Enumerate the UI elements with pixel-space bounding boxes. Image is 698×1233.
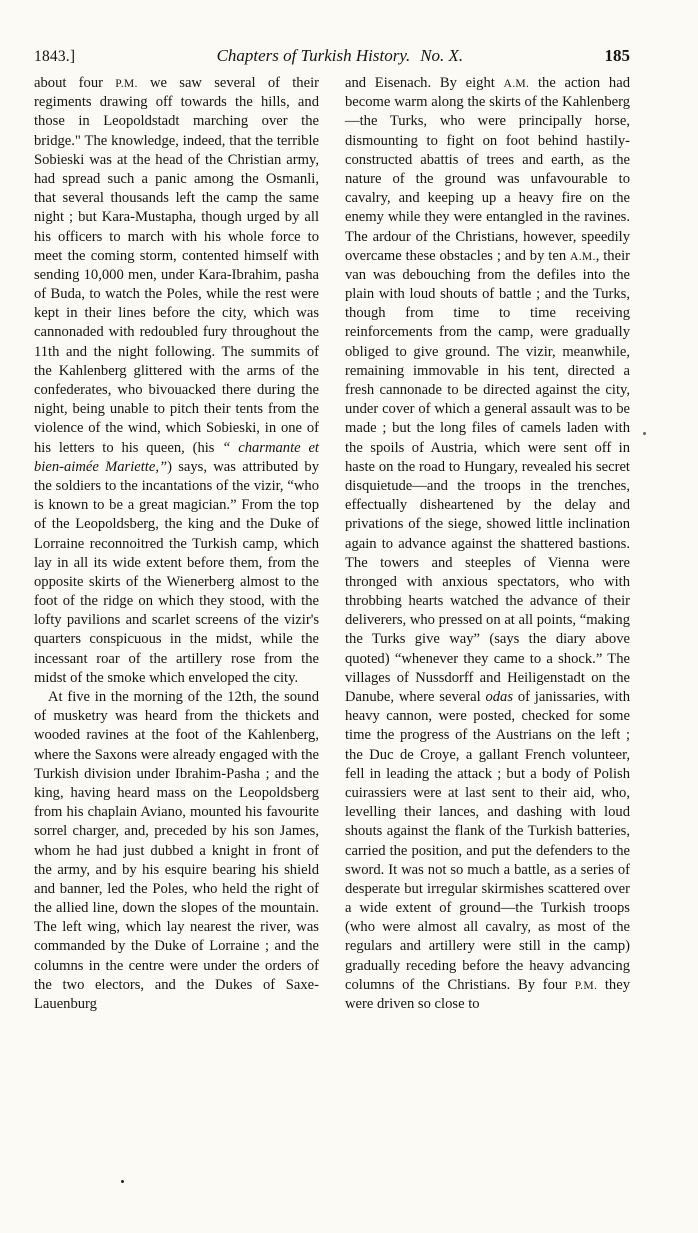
body-text: and Eisenach. By eight <box>345 75 504 91</box>
body-text: of janissaries, with heavy cannon, were posted, checked for some time the progress of the Austrians on the left ; the Duc de Croye, a gallant French volunteer, fell in leading the attack ; but a body of Polish cuirassiers were at last sent to their aid, who, levelling their lances, and dashing with loud shouts against the flank of the Turkish batteries, carried the position, and put the defenders to the sword. It was not so much a battle, as a series of desperate but irregular skirmishes scattered over a wide extent of ground—the Turkish troops (who were almost all cavalry, as most of the regulars and artillery were still in the camp) gradually receding before the heavy advancing columns of the Christians. By four <box>345 689 630 993</box>
margin-speck <box>643 432 646 435</box>
body-text: , their van was debouching from the defiles into the plain with loud shouts of battle ; and the Turks, though from time to time receiving reinforcements from the camp, were gradually obliged to give ground. The vizir, meanwhile, remaining immovable in his tent, directed a fresh cannonade to be directed against the city, under cover of which a general assault was to be made ; but the long files of camels laden with the spoils of Austria, which were sent off in haste on the road to Hungary, revealed his secret disquietude—and the troops in the trenches, effectually disheartened by the delay and privations of the siege, showed little inclination again to advance against the shattered bastions. The towers and steeples of Vienna were thronged with anxious spectators, who with throbbing hearts watched the advance of their deliverers, who pressed on at all points, “making the Turks give way” (says the diary above quoted) “whenever they came to a shock.” The villages of Nussdorff and Heiligenstadt on the Danube, where several <box>345 247 630 705</box>
text-columns <box>34 74 630 1014</box>
body-text: ) says, was attributed by the soldiers to the incantations of the vizir, “who is known to be a great magician.” From the top of the Leopoldsberg, the king and the Duke of Lorraine reconnoitred the Turkish camp, which lay in all its wide extent before them, from the opposite skirts of the Wienerberg almost to the foot of the ridge on which they stood, with the lofty pavilions and scarlet screens of the vizir's quarters conspicuous in the midst, while the incessant roar of the artillery rose from the midst of the smoke which enveloped the city. <box>34 458 319 686</box>
body-text: At five in the morning of the 12th, the sound of musketry was heard from the thickets and wooded ravines at the foot of the Kahlenberg, where the Saxons were already engaged with the Turkish division under Ibrahim-Pasha ; and the king, having heard mass on the Leopoldsberg from his chaplain Aviano, mounted his favourite sorrel charger, and, preceded by his son James, whom he had just dubbed a knight in front of the army, and by his esquire bearing his shield and banner, led the Poles, who held the right of the allied line, down the slopes of the mountain. The left wing, which lay nearest the river, was commanded by the Duke of Lorraine ; and the columns in the centre were under the orders of the two electors, and the Dukes of Saxe-Lauenburg <box>34 689 319 1012</box>
body-text: we saw several of their regiments drawing off towards the hills, and those in Leopoldstadt marching over the bridge." The knowledge, indeed, that the terrible Sobieski was at the head of the Christian army, had spread such a panic among the Osmanli, that several thousands left the camp the same night ; but Kara-Mustapha, though urged by all his officers to march with his whole force to meet the coming storm, contented himself with sending 10,000 men, under Kara-Ibrahim, pasha of Buda, to watch the Poles, while the rest were kept in their lines before the city, which was cannonaded with redoubled fury throughout the 11th and the night following. The summits of the Kahlenberg glittered with the arms of the confederates, who bivouacked there during the night, being unable to pitch their tents from the violence of the wind, which Sobieski, in one of his letters to his queen, (his <box>34 75 319 456</box>
running-title-text: Chapters of Turkish History. <box>216 46 411 65</box>
page-number: 185 <box>604 46 630 65</box>
small-caps-text: A.M. <box>570 249 596 263</box>
header-year: 1843.] <box>34 48 76 65</box>
italic-text: “ charmante et bien-aimée Mariette,” <box>34 439 319 475</box>
body-text: about four <box>34 75 116 91</box>
page-content <box>34 46 630 1014</box>
paragraph <box>345 74 630 1014</box>
page-speck <box>121 1180 124 1183</box>
small-caps-text: P.M. <box>574 978 598 992</box>
italic-text: odas <box>485 689 514 705</box>
paragraph <box>34 688 319 1014</box>
running-title <box>75 46 604 66</box>
page-header <box>34 46 630 66</box>
paragraph <box>34 74 319 688</box>
body-text: the action had become warm along the skirts of the Kahlenberg—the Turks, who were principally horse, dismounting to fight on foot behind hastily-constructed abattis of trees and earth, as the nature of the ground was unfavourable to cavalry, and keeping up a heavy fire on the enemy while they were entangled in the ravines. The ardour of the Christians, however, speedily overcame these obstacles ; and by ten <box>345 75 630 264</box>
small-caps-text: P.M. <box>115 77 138 90</box>
right-column <box>345 74 630 1014</box>
body-text: they were driven so close to <box>345 976 630 1012</box>
chapter-number: No. X. <box>420 46 464 65</box>
left-column <box>34 74 319 1014</box>
small-caps-text: A.M. <box>503 77 530 90</box>
